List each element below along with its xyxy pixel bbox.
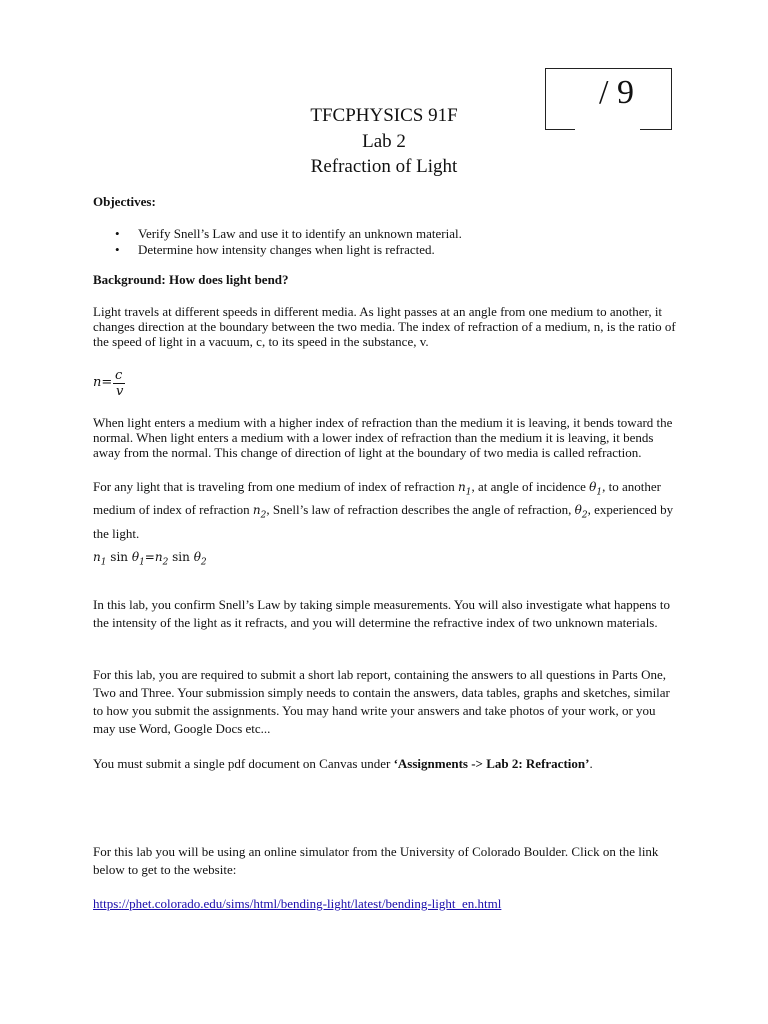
phet-simulator-link[interactable]: https://phet.colorado.edu/sims/html/bending-light/latest/bending-light_en.html: [93, 896, 502, 911]
lab-title: Refraction of Light: [310, 156, 458, 177]
symbol-n1: $n_1$: [458, 480, 472, 498]
snell-text-e: , experienced by the light.: [93, 502, 674, 541]
submission-paragraph: For this lab, you are required to submit a short lab report, containing the answers to all questions in Parts One, Two and Three. Your submission simply needs to contain the answers, data tables, graphs and sketches, similar to how you submit the assignments. You may hand write your answers and take photos of your work, or you may use Word, Google Docs etc...: [93, 667, 670, 736]
submit-instructions: [93, 755, 678, 773]
objective-item: Determine how intensity changes when light is refracted.: [138, 242, 435, 257]
bullet-icon: •: [115, 226, 120, 241]
intro-paragraph: Light travels at different speeds in different media. As light passes at an angle from one medium to another, it changes direction at the boundary between the two media. The index of refraction of a medium, n, is the ratio of the speed of light in a vacuum, c, to its speed in the substance, v.: [93, 304, 676, 349]
score-text: / 9: [599, 74, 634, 111]
formula-lhs: n=: [93, 375, 113, 390]
submit-suffix: .: [589, 756, 593, 771]
snell-paragraph: [93, 478, 678, 543]
symbol-n2: $n_2$: [252, 503, 267, 521]
lab-intro-paragraph: In this lab, you confirm Snell’s Law by taking simple measurements. You will also investigate what happens to the intensity of the light as it refracts, and you will determine the refractive index of two unknown materials.: [93, 597, 670, 630]
snell-text-b: , at angle of incidence: [471, 479, 590, 494]
symbol-theta2: $\theta_2$: [574, 503, 588, 521]
symbol-theta1: $\theta_1$: [589, 480, 603, 498]
objective-item: Verify Snell’s Law and use it to identify an unknown material.: [138, 226, 462, 241]
course-title: TFCPHYSICS 91F: [310, 105, 458, 126]
background-heading: Background: How does light bend?: [93, 272, 289, 287]
snell-text-a: For any light that is traveling from one medium of index of refraction: [93, 479, 458, 494]
refraction-paragraph: When light enters a medium with a higher index of refraction than the medium it is leaving, it bends toward the normal. When light enters a medium with a lower index of refraction than the medium it is leaving, it bends away from the normal. This change of direction of light at the boundary of two media is called refraction.: [93, 415, 673, 460]
formula-numerator: c: [115, 368, 123, 383]
lab-number: Lab 2: [362, 131, 406, 152]
snell-formula: $n_1$ $\sin \theta_1=n_2$ $\sin \theta_2$: [93, 550, 207, 568]
submit-location: ‘Assignments -> Lab 2: Refraction’: [393, 756, 590, 771]
objectives-heading: Objectives:: [93, 194, 156, 209]
snell-text-d: , Snell’s law of refraction describes the angle of refraction,: [266, 502, 575, 518]
snell-text-c: , to another medium of index of refraction: [93, 479, 661, 518]
submit-prefix: You must submit a single pdf document on Canvas under: [93, 756, 394, 771]
bullet-icon: •: [115, 242, 120, 257]
formula-denominator: v: [116, 384, 124, 399]
simulator-paragraph: For this lab you will be using an online simulator from the University of Colorado Boulder. Click on the link below to get to the website:: [93, 844, 659, 877]
